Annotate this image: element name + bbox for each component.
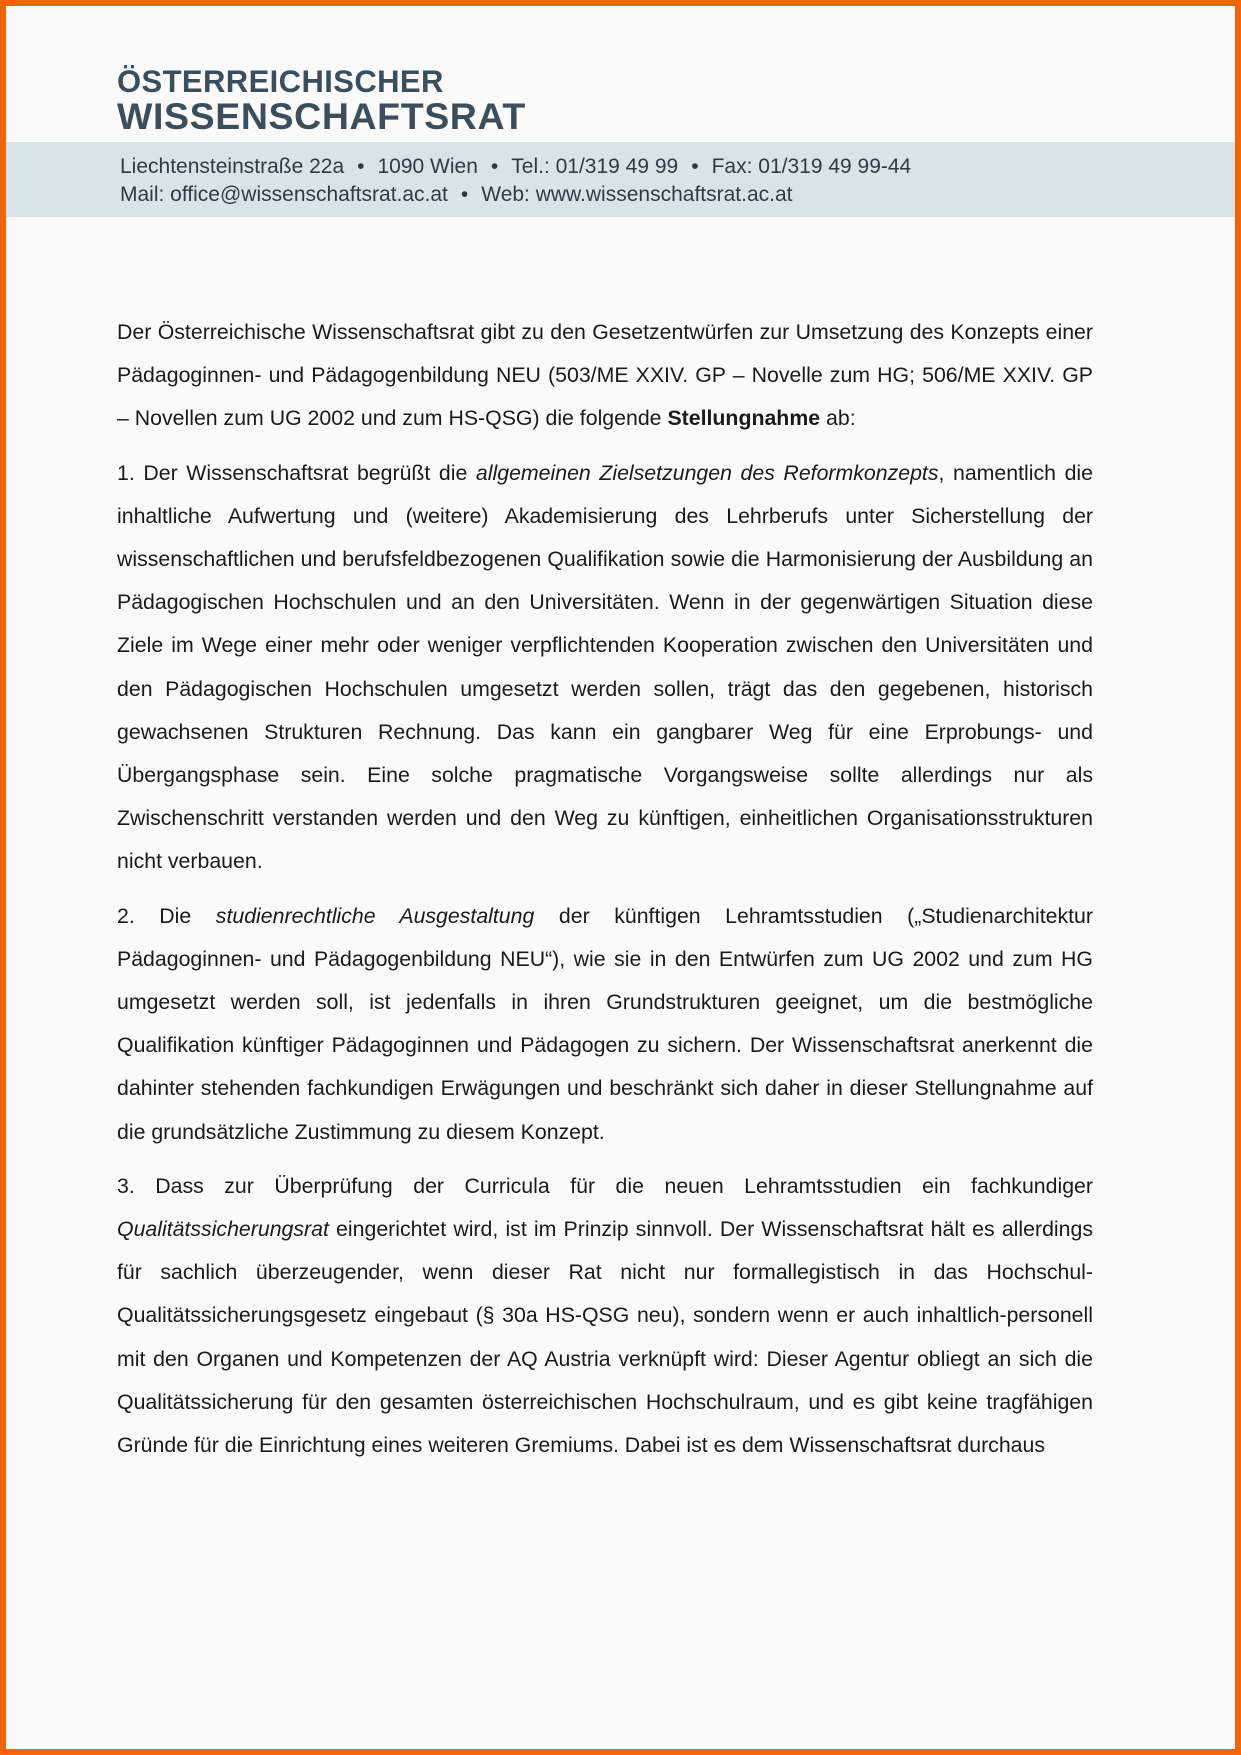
intro-text: Der Österreichische Wissenschaftsrat gibt zu den Gesetzentwürfen zur Umsetzung des Konzepts einer Pädagoginnen- und Pädagogenbildung NEU (503/ME XXIV. GP – Novelle zum HG; 506/ME XXIV. GP – Novellen zum UG 2002 und zum HS-QSG) die folgende bbox=[117, 320, 1093, 431]
intro-bold-term: Stellungnahme bbox=[667, 406, 821, 431]
bullet-separator: • bbox=[357, 155, 365, 178]
contact-row-address bbox=[120, 153, 911, 181]
bullet-separator: • bbox=[490, 155, 499, 178]
point-2-lead: 2. Die bbox=[117, 903, 216, 928]
email-link[interactable]: Mail: office@wissenschaftsrat.ac.at bbox=[120, 183, 448, 206]
fax: Fax: 01/319 49 99-44 bbox=[711, 155, 912, 178]
intro-paragraph bbox=[117, 311, 1093, 441]
intro-text-end: ab: bbox=[820, 406, 856, 431]
document-body bbox=[117, 311, 1093, 1467]
point-3-paragraph bbox=[117, 1165, 1093, 1467]
point-2-text: der künftigen Lehramtsstudien („Studienarchitektur Pädagoginnen- und Pädagogenbildung NEU“), wie sie in den Entwürfen zum UG 2002 und zum HG umgesetzt werden soll, ist jedenfalls in ihren Grundstrukturen geeignet, um die bestmögliche Qualifikation künftiger Pädagoginnen und Pädagogen zu sichern. Der Wissenschaftsrat anerkennt die dahinter stehenden fachkundigen Erwägungen und beschränkt sich daher in dieser Stellungnahme auf die grundsätzliche Zustimmung zu diesem Konzept. bbox=[117, 903, 1093, 1144]
organization-logo bbox=[117, 63, 526, 137]
bullet-separator: • bbox=[460, 183, 469, 206]
point-3-emphasis: Qualitätssicherungsrat bbox=[117, 1217, 329, 1242]
point-2-emphasis: studienrechtliche Ausgestaltung bbox=[215, 903, 535, 928]
logo-line-1: ÖSTERREICHISCHER bbox=[117, 63, 444, 100]
point-1-emphasis: allgemeinen Zielsetzungen des Reformkonzepts bbox=[475, 460, 939, 485]
contact-block bbox=[120, 153, 911, 209]
city: 1090 Wien bbox=[377, 155, 478, 178]
point-3-text: eingerichtet wird, ist im Prinzip sinnvoll. Der Wissenschaftsrat hält es allerdings für sachlich überzeugender, wenn dieser Rat nicht nur formallegistisch in das Hochschul-Qualitätssicherungsgesetz eingebaut (§ 30a HS-QSG neu), sondern wenn er auch inhaltlich-personell mit den Organen und Kompetenzen der AQ Austria verknüpft wird: Dieser Agentur obliegt an sich die Qualitätssicherung für den gesamten österreichischen Hochschulraum, und es gibt keine tragfähigen Gründe für die Einrichtung eines weiteren Gremiums. Dabei ist es dem Wissenschaftsrat durchaus bbox=[117, 1217, 1093, 1458]
bullet-separator: • bbox=[691, 155, 699, 178]
point-1-paragraph bbox=[117, 452, 1093, 884]
website-link[interactable]: Web: www.wissenschaftsrat.ac.at bbox=[481, 183, 793, 206]
contact-row-online bbox=[120, 181, 911, 209]
logo-line-2: WISSENSCHAFTSRAT bbox=[117, 95, 526, 137]
address: Liechtensteinstraße 22a bbox=[120, 155, 345, 178]
point-2-paragraph bbox=[117, 895, 1093, 1154]
point-3-lead: 3. Dass zur Überprüfung der Curricula für die neuen Lehramtsstudien ein fachkundiger bbox=[117, 1173, 1093, 1198]
telephone: Tel.: 01/319 49 99 bbox=[511, 155, 679, 178]
point-1-lead: 1. Der Wissenschaftsrat begrüßt die bbox=[117, 460, 476, 485]
point-1-text: , namentlich die inhaltliche Aufwertung und (weitere) Akademisierung des Lehrberufs unter Sicherstellung der wissenschaftlichen und berufsfeldbezogenen Qualifikation sowie die Harmonisierung der Ausbildung an Pädagogischen Hochschulen und an den Universitäten. Wenn in der gegenwärtigen Situation diese Ziele im Wege einer mehr oder weniger verpflichtenden Kooperation zwischen den Universitäten und den Pädagogischen Hochschulen umgesetzt werden sollen, trägt das den gegebenen, historisch gewachsenen Strukturen Rechnung. Das kann ein gangbarer Weg für eine Erprobungs- und Übergangsphase sein. Eine solche pragmatische Vorgangsweise sollte allerdings nur als Zwischenschritt verstanden werden und den Weg zu künftigen, einheitlichen Organisationsstrukturen nicht verbauen. bbox=[117, 460, 1093, 874]
